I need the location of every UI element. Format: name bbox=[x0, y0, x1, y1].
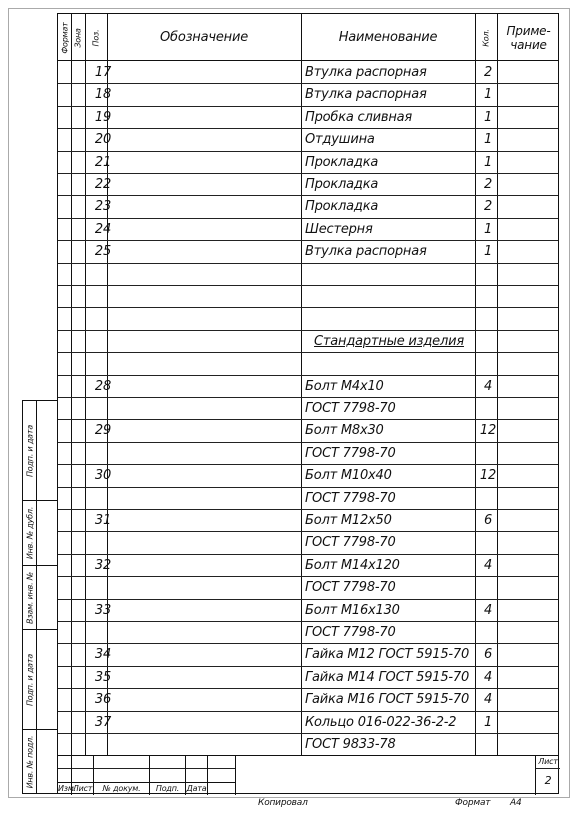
row-pos: 24 bbox=[94, 221, 112, 237]
table-row bbox=[58, 285, 558, 307]
table-row bbox=[58, 218, 558, 240]
row-qty: 4 bbox=[483, 378, 493, 394]
side-cell-vzam-inv bbox=[23, 566, 58, 630]
title-block bbox=[58, 755, 558, 795]
side-label-inv-podl: Инв. № подл. bbox=[25, 735, 34, 788]
row-qty bbox=[478, 307, 498, 329]
row-pos: 23 bbox=[94, 199, 112, 215]
table-row bbox=[58, 352, 558, 374]
row-qty: 1 bbox=[483, 109, 493, 125]
row-pos bbox=[93, 442, 113, 464]
row-qty bbox=[478, 531, 498, 553]
row-qty: 1 bbox=[483, 714, 493, 730]
row-name: Шестерня bbox=[305, 221, 373, 237]
table-row bbox=[58, 531, 558, 553]
row-pos bbox=[93, 263, 113, 285]
row-name bbox=[304, 352, 475, 374]
row-qty: 12 bbox=[479, 468, 497, 484]
tb-sheet-label: Лист bbox=[538, 757, 558, 766]
row-pos: 17 bbox=[94, 65, 112, 80]
row-name: Гайка М14 ГОСТ 5915-70 bbox=[305, 669, 470, 685]
table-row bbox=[58, 711, 558, 733]
row-name: ГОСТ 7798-70 bbox=[305, 625, 396, 640]
header-note bbox=[497, 14, 560, 61]
row-qty bbox=[478, 352, 498, 374]
table-row bbox=[58, 666, 558, 688]
table-row bbox=[58, 554, 558, 576]
table-row bbox=[58, 61, 558, 83]
side-stamp-column bbox=[22, 400, 57, 794]
side-cell-sign-date-1 bbox=[23, 401, 58, 501]
row-name: ГОСТ 7798-70 bbox=[305, 535, 396, 551]
specification-frame bbox=[57, 13, 559, 794]
header-zone: Зона bbox=[73, 27, 83, 48]
header-note-line2: чание bbox=[510, 37, 547, 52]
row-name: ГОСТ 7798-70 bbox=[305, 401, 396, 416]
table-row bbox=[58, 240, 558, 262]
row-qty bbox=[478, 285, 498, 307]
row-qty: 12 bbox=[479, 423, 497, 439]
header-designation: Обозначение bbox=[159, 30, 248, 45]
row-pos: 35 bbox=[94, 669, 112, 685]
row-name: Болт М14х120 bbox=[305, 557, 400, 573]
side-cell-inv-podl bbox=[23, 730, 58, 793]
row-qty: 4 bbox=[483, 669, 493, 685]
header-note-line1: Приме- bbox=[506, 23, 551, 38]
row-name bbox=[304, 307, 475, 329]
tb-podp: Подп. bbox=[155, 784, 180, 793]
table-row bbox=[58, 643, 558, 665]
row-qty bbox=[478, 263, 498, 285]
table-row bbox=[58, 688, 558, 710]
row-pos: 36 bbox=[94, 692, 112, 708]
row-pos bbox=[93, 397, 113, 419]
row-name: Прокладка bbox=[305, 199, 379, 215]
row-qty: 2 bbox=[483, 65, 493, 80]
row-pos bbox=[93, 487, 113, 509]
table-row bbox=[58, 733, 558, 755]
header-name: Наименование bbox=[338, 30, 438, 45]
row-name: Болт М4х10 bbox=[305, 378, 384, 394]
row-pos: 30 bbox=[94, 468, 112, 484]
row-qty bbox=[478, 733, 498, 755]
row-qty: 4 bbox=[483, 602, 493, 618]
side-cell-sign-date-2 bbox=[23, 630, 58, 730]
section-row bbox=[58, 330, 558, 352]
row-pos: 25 bbox=[94, 244, 112, 260]
header-pos: Поз. bbox=[91, 29, 101, 46]
tb-n-dokum: № докум. bbox=[102, 784, 141, 793]
table-row bbox=[58, 621, 558, 643]
row-name bbox=[304, 285, 475, 307]
row-pos bbox=[93, 576, 113, 598]
row-name: Втулка распорная bbox=[305, 65, 427, 80]
side-label-sign-date-1: Подп. и дата bbox=[25, 424, 34, 477]
row-qty: 6 bbox=[483, 647, 493, 663]
row-pos: 37 bbox=[94, 714, 112, 730]
row-pos: 31 bbox=[94, 513, 112, 528]
header-format: Формат bbox=[60, 21, 69, 54]
header-qty: Кол. bbox=[481, 28, 491, 47]
row-pos bbox=[93, 307, 113, 329]
row-qty: 2 bbox=[483, 177, 493, 192]
tb-izm: Изм. bbox=[58, 784, 77, 793]
row-qty: 4 bbox=[483, 557, 493, 573]
section-title: Стандартные изделия bbox=[314, 333, 464, 349]
tb-data: Дата bbox=[186, 784, 207, 793]
table-row bbox=[58, 442, 558, 464]
row-pos: 22 bbox=[94, 177, 112, 192]
table-row bbox=[58, 375, 558, 397]
row-pos: 20 bbox=[94, 132, 112, 148]
tb-sheet-number: 2 bbox=[544, 774, 552, 787]
row-pos: 32 bbox=[94, 557, 112, 573]
row-pos bbox=[93, 531, 113, 553]
row-name: Втулка распорная bbox=[305, 87, 427, 103]
table-row bbox=[58, 106, 558, 128]
row-name: ГОСТ 7798-70 bbox=[305, 490, 396, 506]
row-name: Кольцо 016-022-36-2-2 bbox=[305, 714, 457, 730]
table-row bbox=[58, 599, 558, 621]
row-name: ГОСТ 7798-70 bbox=[305, 580, 396, 596]
row-pos: 29 bbox=[94, 423, 112, 439]
row-pos bbox=[93, 733, 113, 755]
table-row bbox=[58, 576, 558, 598]
row-qty bbox=[478, 621, 498, 643]
row-pos bbox=[93, 330, 113, 352]
table-row bbox=[58, 487, 558, 509]
table-row bbox=[58, 263, 558, 285]
row-qty: 2 bbox=[483, 199, 493, 215]
table-row bbox=[58, 307, 558, 329]
row-name: Болт М12х50 bbox=[305, 513, 392, 528]
row-qty: 1 bbox=[483, 87, 493, 103]
row-pos bbox=[93, 352, 113, 374]
row-name: ГОСТ 9833-78 bbox=[305, 737, 396, 752]
row-qty: 4 bbox=[483, 692, 493, 708]
row-qty: 1 bbox=[483, 221, 493, 237]
row-qty: 1 bbox=[483, 132, 493, 148]
row-pos: 19 bbox=[94, 109, 112, 125]
row-pos: 33 bbox=[94, 602, 112, 618]
table-row bbox=[58, 151, 558, 173]
row-name: Прокладка bbox=[305, 177, 379, 192]
table-row bbox=[58, 195, 558, 217]
row-qty: 1 bbox=[483, 244, 493, 260]
row-pos bbox=[93, 285, 113, 307]
footer-format-label: Формат bbox=[455, 798, 491, 808]
row-qty: 6 bbox=[483, 513, 493, 528]
footer-format-value: А4 bbox=[510, 798, 522, 808]
table-row bbox=[58, 464, 558, 486]
table-row bbox=[58, 128, 558, 150]
table-row bbox=[58, 509, 558, 531]
table-row bbox=[58, 173, 558, 195]
footer-copied: Копировал bbox=[258, 798, 308, 808]
row-name bbox=[304, 263, 475, 285]
row-name: Втулка распорная bbox=[305, 244, 427, 260]
table-row bbox=[58, 419, 558, 441]
row-name: Гайка М12 ГОСТ 5915-70 bbox=[305, 647, 470, 663]
row-qty bbox=[478, 576, 498, 598]
side-label-inv-dubl: Инв. № дубл. bbox=[25, 506, 34, 560]
side-cell-inv-dubl bbox=[23, 501, 58, 566]
row-pos: 18 bbox=[94, 87, 112, 103]
row-pos: 28 bbox=[94, 378, 112, 394]
row-qty bbox=[478, 487, 498, 509]
row-name: ГОСТ 7798-70 bbox=[305, 445, 396, 461]
row-pos bbox=[93, 621, 113, 643]
row-qty: 1 bbox=[483, 154, 493, 170]
row-pos: 34 bbox=[94, 647, 112, 663]
table-row bbox=[58, 83, 558, 105]
row-qty bbox=[478, 330, 498, 352]
row-name: Гайка М16 ГОСТ 5915-70 bbox=[305, 692, 470, 708]
row-name: Прокладка bbox=[305, 154, 379, 170]
side-label-vzam-inv: Взам. инв. № bbox=[25, 571, 34, 624]
tb-list: Лист bbox=[72, 784, 93, 793]
side-label-sign-date-2: Подп. и дата bbox=[25, 653, 34, 706]
row-pos: 21 bbox=[94, 154, 112, 170]
table-row bbox=[58, 397, 558, 419]
row-qty bbox=[478, 397, 498, 419]
row-name: Болт М16х130 bbox=[305, 602, 400, 618]
row-name: Отдушина bbox=[305, 132, 375, 148]
row-name: Пробка сливная bbox=[305, 109, 413, 125]
row-name: Болт М8х30 bbox=[305, 423, 384, 439]
row-qty bbox=[478, 442, 498, 464]
row-name: Болт М10х40 bbox=[305, 468, 392, 484]
